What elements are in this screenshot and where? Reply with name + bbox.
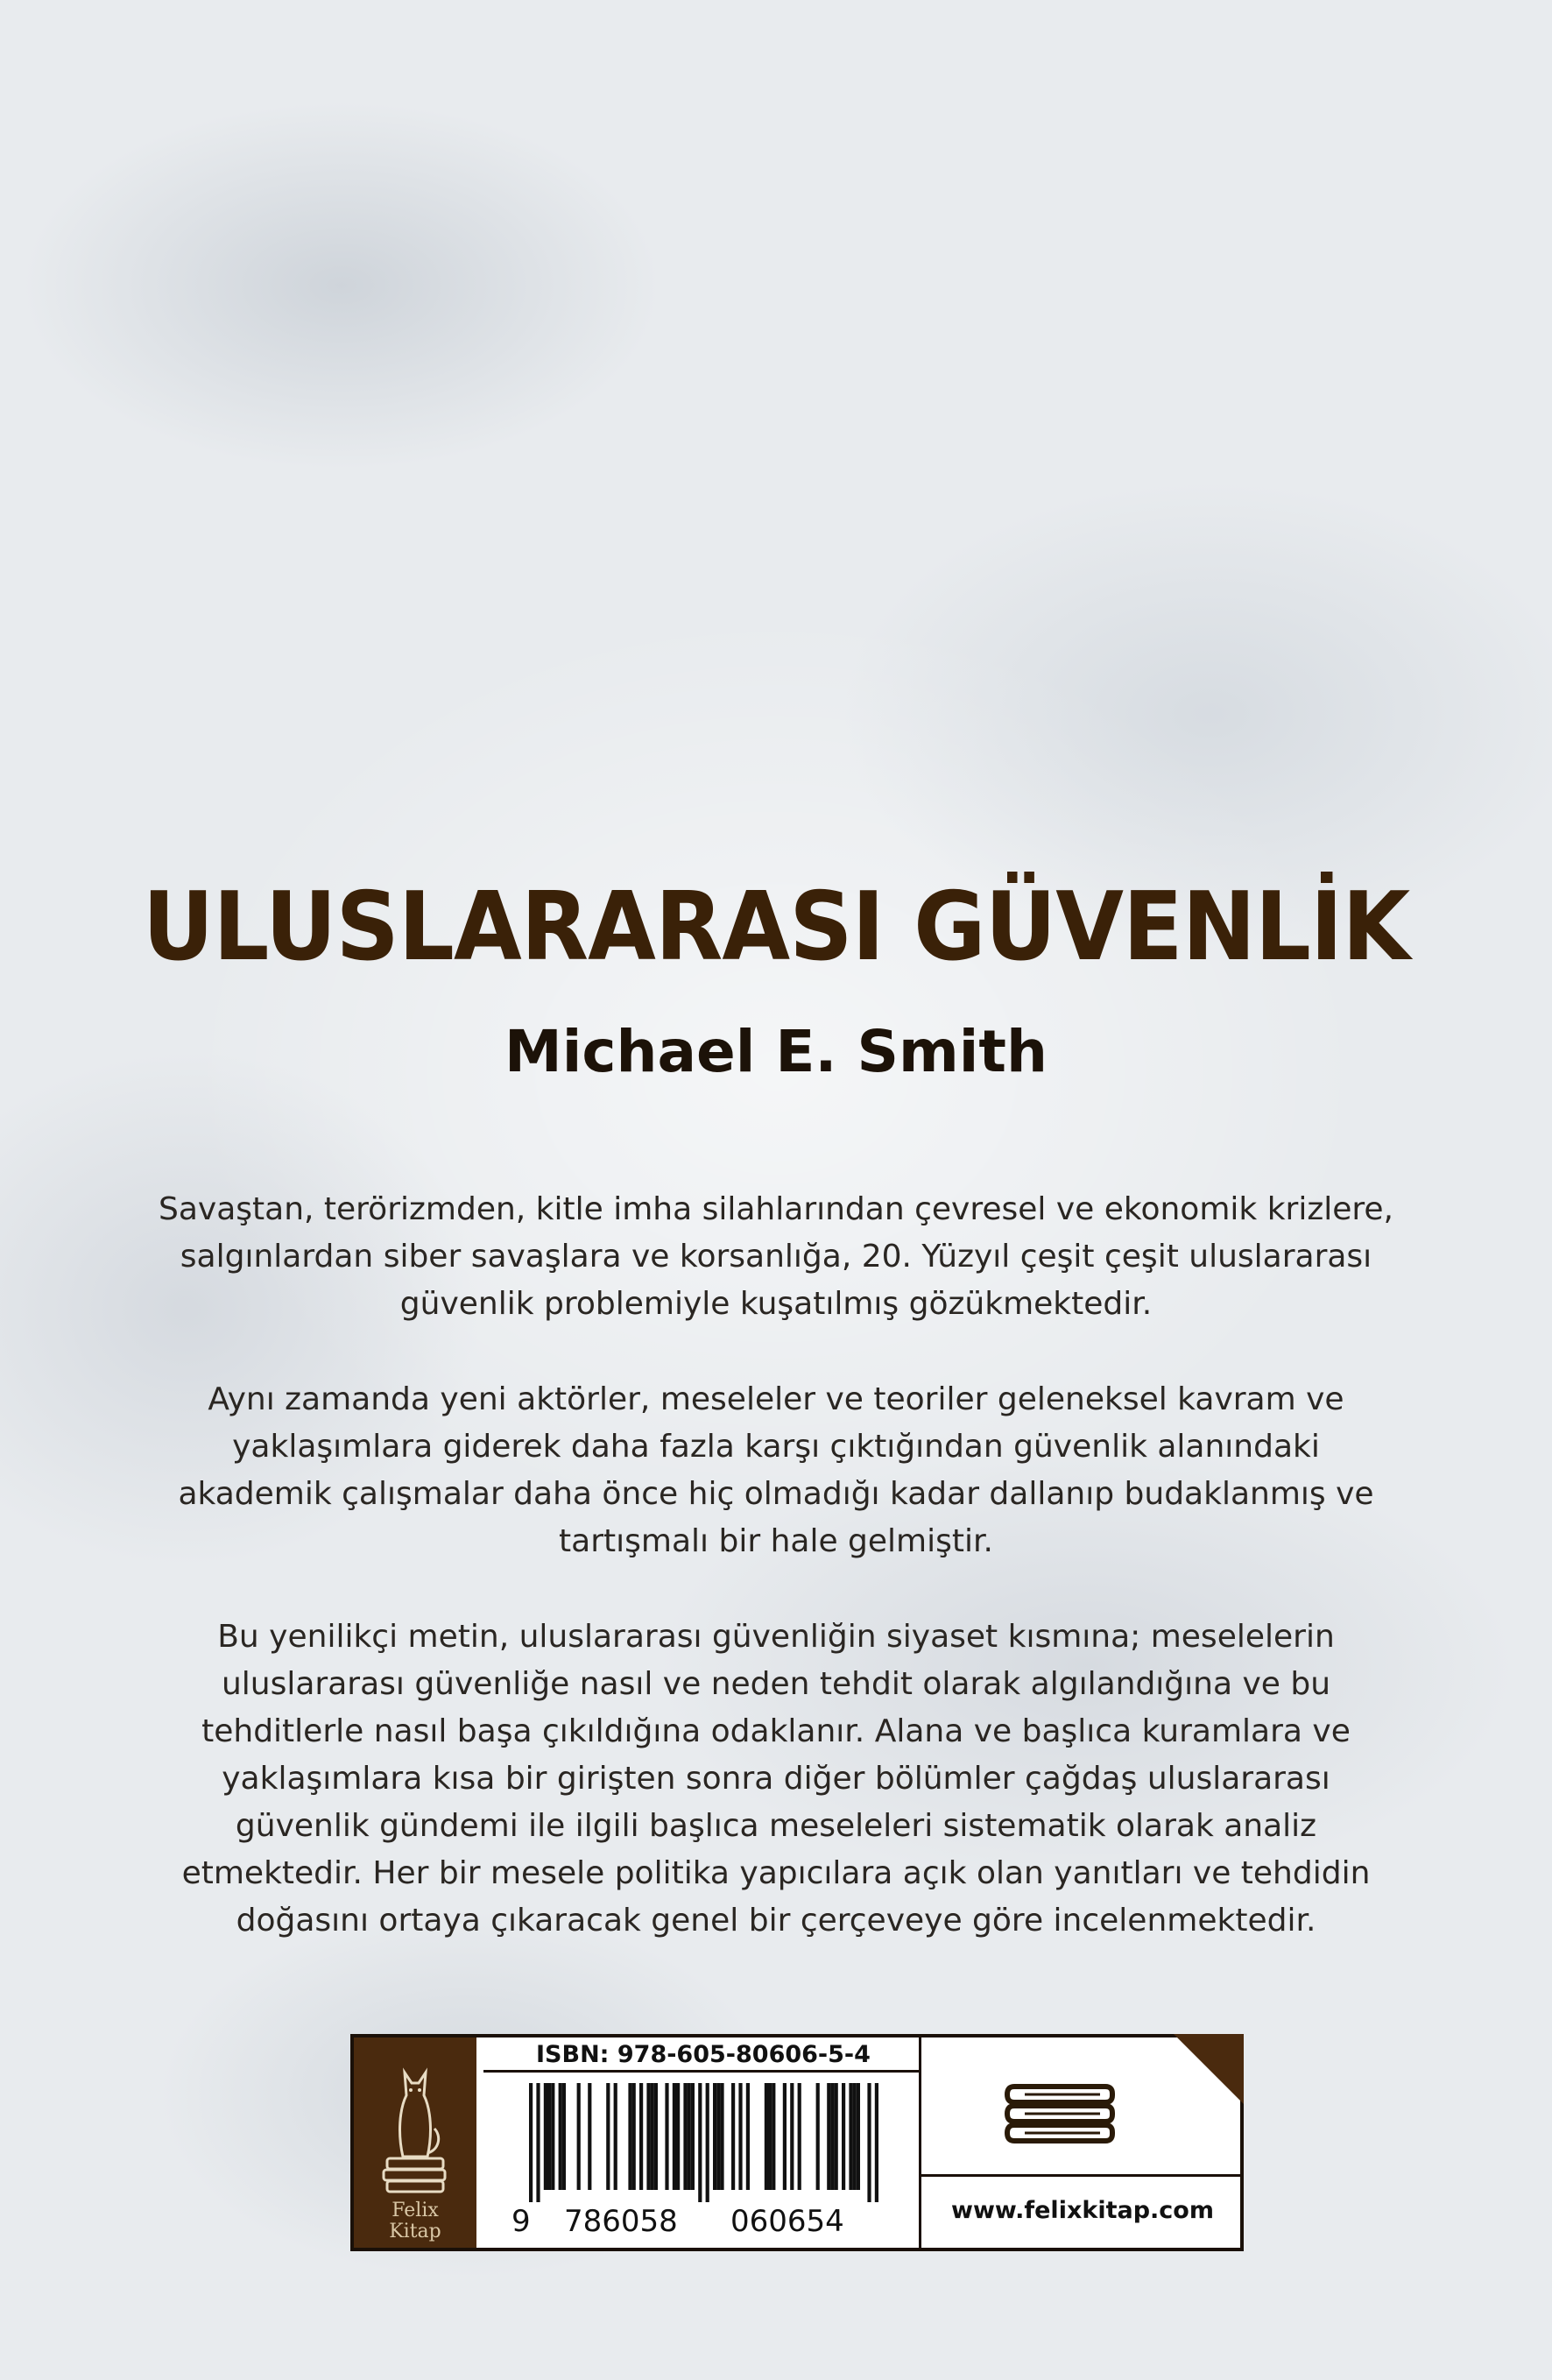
barcode-bar: [646, 2083, 650, 2190]
barcode-bar: [853, 2083, 857, 2190]
barcode-bar: [559, 2083, 562, 2190]
barcode-bar: [816, 2083, 820, 2190]
barcode-bar: [632, 2083, 636, 2190]
barcode-group-1: 786058: [564, 2204, 678, 2239]
barcode-bar: [551, 2083, 554, 2190]
blurb-paragraph-1: Savaştan, terörizmden, kitle imha silahlarından çevresel ve ekonomik krizlere, salgınlardan siber savaşlara ve korsanlığa, 20. Yüzyıl çeşit çeşit uluslararası güvenlik problemiyle kuşatılmış gözükmektedir.: [158, 1191, 1393, 1322]
barcode-bar: [720, 2083, 723, 2190]
barcode-bar: [746, 2083, 750, 2190]
barcode-bar: [790, 2083, 794, 2190]
blurb-paragraph-2: Aynı zamanda yeni aktörler, meseleler ve teoriler geleneksel kavram ve yaklaşımlara giderek daha fazla karşı çıktığından güvenlik alanındaki akademik çalışmalar daha önce hiç olmadığı kadar dallanıp budaklanmış ve tartışmalı bir hale gelmiştir.: [178, 1381, 1374, 1559]
barcode-bar: [835, 2083, 838, 2190]
logo-text-kitap: Kitap: [389, 2221, 441, 2242]
barcode-bar: [544, 2083, 547, 2190]
barcode-bar: [713, 2083, 716, 2190]
barcode-bar: [857, 2083, 860, 2190]
barcode-bar: [830, 2083, 834, 2190]
barcode-bar: [577, 2083, 581, 2190]
stacked-books-icon: [1002, 2073, 1125, 2160]
barcode-bar: [562, 2083, 566, 2190]
barcode-bar: [706, 2083, 709, 2202]
barcode-bar: [536, 2083, 540, 2202]
isbn-barcode-block: [350, 2034, 1244, 2251]
barcode-bar: [688, 2083, 691, 2190]
barcode-bar: [842, 2083, 845, 2190]
barcode-bar: [698, 2083, 702, 2202]
barcode-bar: [849, 2083, 852, 2190]
barcode-bar: [651, 2083, 654, 2190]
barcode-bar: [639, 2083, 643, 2190]
barcode-bar: [827, 2083, 830, 2190]
barcode-bar: [673, 2083, 676, 2190]
barcode-bar: [676, 2083, 680, 2190]
barcode-bar: [606, 2083, 610, 2190]
publisher-website[interactable]: www.felixkitap.com: [951, 2197, 1214, 2224]
barcode-bar: [731, 2083, 735, 2190]
book-author: Michael E. Smith: [504, 1018, 1048, 1085]
website-divider: [921, 2174, 1244, 2177]
barcode-bar: [588, 2083, 591, 2190]
logo-text-felix: Felix: [392, 2200, 439, 2221]
barcode-bar: [691, 2083, 695, 2190]
barcode-bar: [614, 2083, 617, 2190]
isbn-label: ISBN: 978-605-80606-5-4: [483, 2037, 921, 2073]
barcode-bar: [683, 2083, 687, 2190]
barcode-group-2: 060654: [730, 2204, 844, 2239]
barcode-bar: [772, 2083, 775, 2190]
barcode-bar: [768, 2083, 772, 2190]
publisher-logo: [354, 2037, 476, 2248]
barcode-bar: [547, 2083, 551, 2190]
barcode-bar: [867, 2083, 871, 2202]
barcode-bar: [783, 2083, 787, 2190]
barcode-bar: [798, 2083, 801, 2190]
barcode-bar: [875, 2083, 878, 2202]
barcode-bar: [529, 2083, 533, 2202]
barcode-lead-digit: 9: [511, 2204, 531, 2239]
barcode: [503, 2083, 906, 2202]
corner-fold: [1174, 2034, 1244, 2104]
barcode-bar: [738, 2083, 742, 2190]
barcode-bar: [654, 2083, 658, 2190]
barcode-bar: [765, 2083, 768, 2190]
barcode-bar: [665, 2083, 668, 2190]
blurb-paragraph-3: Bu yenilikçi metin, uluslararası güvenliğin siyaset kısmına; meselelerin uluslararası güvenliğe nasıl ve neden tehdit olarak algılandığına ve bu tehditlerle nasıl başa çıkıldığına odaklanır. Alana ve başlıca kuramlara ve yaklaşımlara kısa bir girişten sonra diğer bölümler çağdaş uluslararası güvenlik gündemi ile ilgili başlıca meseleleri sistematik olarak analiz etmektedir. Her bir mesele politika yapıcılara açık olan yanıtları ve tehdidin doğasını ortaya çıkaracak genel bir çerçeveye göre incelenmektedir.: [181, 1619, 1371, 1939]
barcode-bar: [628, 2083, 631, 2190]
barcode-bar: [716, 2083, 720, 2190]
book-title: ULUSLARARASI GÜVENLİK: [142, 872, 1410, 982]
